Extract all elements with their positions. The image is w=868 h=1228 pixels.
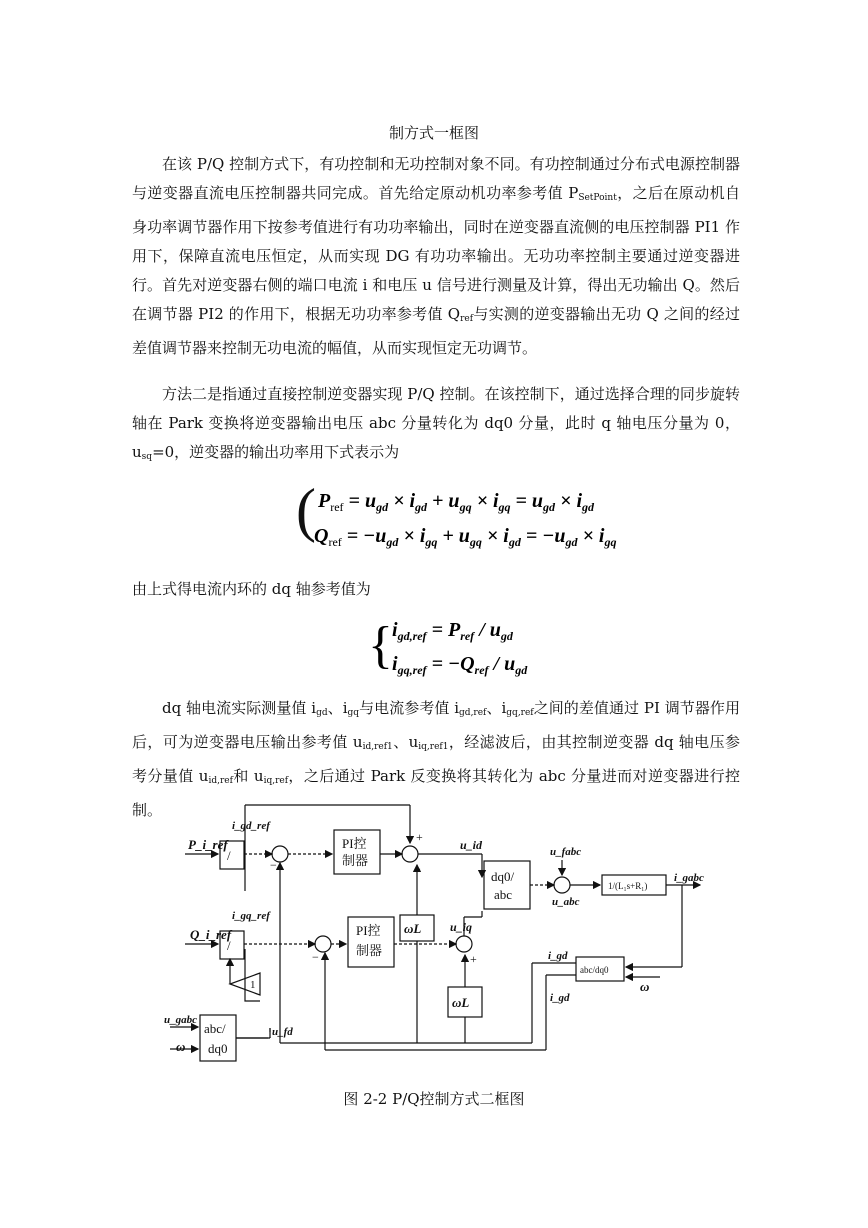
label-div-q: / [227, 938, 231, 953]
label-plus-2: + [470, 952, 477, 966]
label-dq0abc-line2: abc [494, 887, 513, 902]
equation-brace: ( [296, 477, 316, 543]
label-i-gq: i_gd [550, 992, 570, 1004]
block-diagram-svg [160, 805, 720, 1085]
label-i-gabc: i_gabc [674, 872, 704, 884]
label-pi2-line1: PI控 [356, 923, 381, 938]
equation-current-svg [368, 612, 538, 682]
equation-power-svg [296, 477, 617, 560]
label-u-fd: u_fd [272, 1026, 293, 1038]
previous-figure-caption: 制方式一框图 [388, 124, 479, 142]
paragraph-pq-method-one: 在该 P/Q 控制方式下，有功控制和无功控制对象不同。有功控制通过分布式电源控制器与逆变器直流电压控制器共同完成。首先给定原动机功率参考值 $P_{SetPoint}$，之后在原动机自身功率调节器作用下按参考值进行有功功率输出，同时在逆变器直流侧的电压控制器 PI1 作用下，保障直流电压恒定，从而实现 DG 有功功率输出。无功功率控制主要通过逆变器进行。首先对逆变器右侧的端口电流 i 和电压 u 信号进行测量及计算，得出无功输出 Q。然后在调节器 PI2 的作用下，根据无功功率参考值 $Q_{ref}$与实测的逆变器输出无功 Q 之间的经过差值调节器来控制无功电流的幅值，从而实现恒定无功调节。 [132, 155, 740, 357]
equation-line-igd: $i_{gd,ref} = P_{ref} / u_{gd}$ [392, 619, 513, 643]
label-p-ref: P_i_ref [188, 837, 228, 852]
paragraph-dq-current-control: dq 轴电流实际测量值 $i_{gd}$、$i_{gq}$与电流参考值 $i_{gd,ref}$、$i_{gq,ref}$之间的差值通过 PI 调节器作用后，可为逆变器电压输出参考值 $u_{id,ref1}$、$u_{iq,ref1}$，经滤波后，由其控制逆变器 dq 轴电压参考分量值 $u_{id,ref}$和 $u_{iq,ref}$，之后通过 Park 反变换将其转化为 abc 分量进而对逆变器进行控制。 [132, 699, 740, 819]
equation-current-reference [368, 612, 538, 682]
equation-line-p: $P_{ref} = u_{gd} \times i_{gd} + u_{gq} \times i_{gq} = u_{gd} \times i_{gd}$ [318, 490, 594, 514]
sum-junction-5 [554, 877, 570, 893]
pq-control-block-diagram [160, 805, 720, 1085]
label-filter: 1/(L₁s+R₁) [608, 881, 648, 891]
label-wl-lower: ωL [452, 995, 470, 1010]
sum-junction-4 [456, 936, 472, 952]
label-u-fabc: u_fabc [550, 846, 582, 858]
label-dq0abc-line1: dq0/ [491, 869, 515, 884]
paragraph-current-reference: 由上式得电流内环的 dq 轴参考值为 [132, 580, 371, 598]
paragraph-pq-method-two: 方法二是指通过直接控制逆变器实现 P/Q 控制。在该控制下，通过选择合理的同步旋转轴在 Park 变换将逆变器输出电压 abc 分量转化为 dq0 分量，此时 q 轴电压分量为 0，$u_{sq}=0$，逆变器的输出功率用下式表示为 [132, 385, 740, 462]
equation-power-output [296, 477, 617, 560]
label-gain: 1 [250, 979, 256, 991]
sum-junction-2 [402, 846, 418, 862]
label-pi2-line2: 制器 [356, 943, 383, 958]
label-pi1-line2: 制器 [342, 853, 369, 868]
label-abcdq0-line1: abc/ [204, 1021, 226, 1036]
label-omega-right: ω [640, 979, 650, 994]
equation-line-igq: $i_{gq,ref} = -Q_{ref} / u_{gd}$ [392, 653, 528, 677]
label-pi1-line1: PI控 [342, 836, 367, 851]
label-u-gabc: u_gabc [164, 1014, 197, 1026]
label-omega-left: ω [176, 1039, 186, 1054]
label-abcdq0-measure: abc/dq0 [580, 965, 609, 975]
label-abcdq0-line2: dq0 [208, 1041, 228, 1056]
label-igq-ref: i_gq_ref [232, 910, 270, 922]
label-minus-3: − [312, 950, 319, 964]
label-i-gd: i_gd [548, 950, 568, 962]
label-u-abc: u_abc [552, 896, 580, 908]
equation-line-q: $Q_{ref} = -u_{gd} \times i_{gq} + u_{gq} \times i_{gd} = -u_{gd} \times i_{gq}$ [314, 525, 617, 549]
label-wl-upper: ωL [404, 921, 422, 936]
label-minus-2: − [270, 858, 277, 872]
label-q-ref: Q_i_ref [190, 927, 232, 942]
equation-brace: { [368, 617, 393, 674]
label-minus-1: − [414, 862, 421, 876]
label-plus-1: + [416, 830, 423, 844]
label-u-id: u_id [460, 838, 483, 852]
label-igd-ref: i_gd_ref [232, 820, 270, 832]
label-div-p: / [227, 848, 231, 863]
figure-caption: 图 2-2 P/Q控制方式二框图 [343, 1090, 525, 1108]
label-u-iq: u_iq [450, 920, 473, 934]
